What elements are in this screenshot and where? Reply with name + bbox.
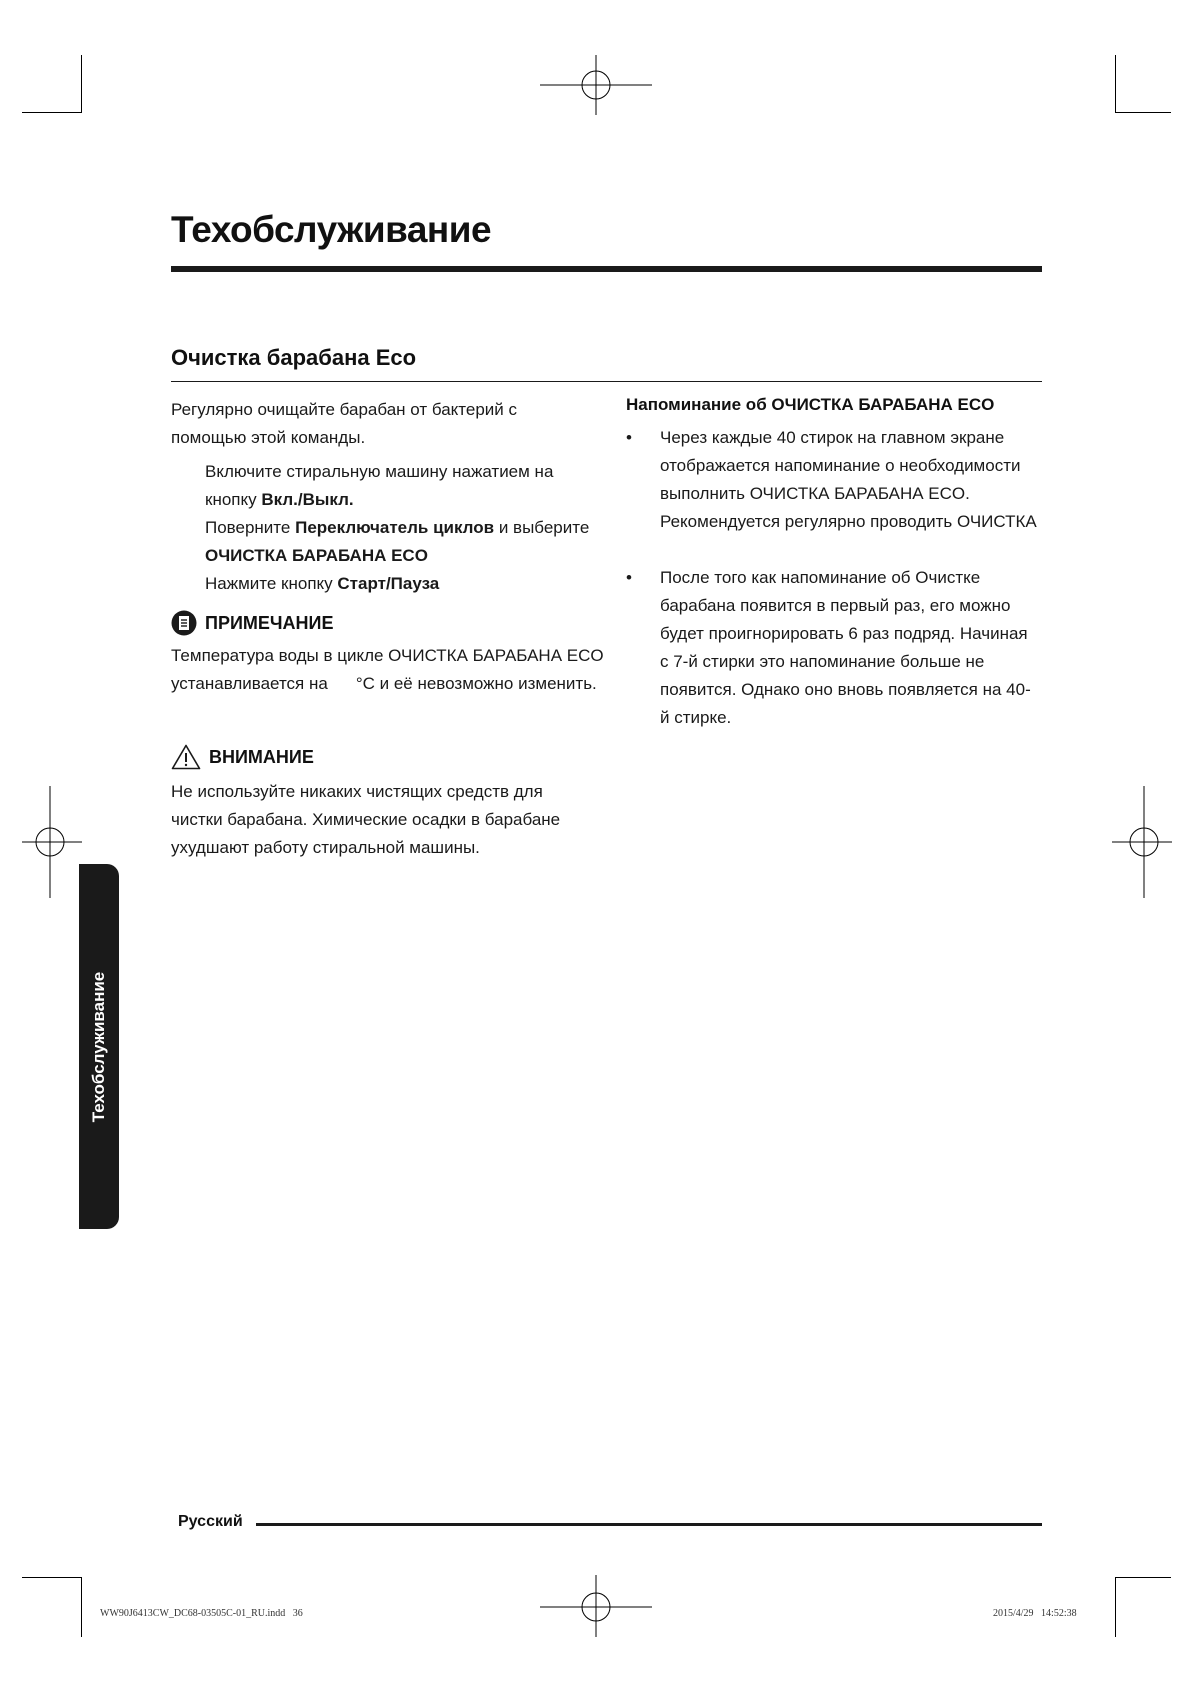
registration-mark-icon	[540, 1575, 652, 1637]
section-title: Очистка барабана Eco	[171, 345, 417, 370]
crop-mark	[22, 112, 81, 113]
crop-mark	[1115, 1577, 1116, 1637]
print-file-info: WW90J6413CW_DC68-03505C-01_RU.indd 36	[100, 1608, 303, 1619]
side-tab-label: Техобслуживание	[89, 971, 108, 1122]
note-icon	[171, 610, 197, 636]
reminder-title: Напоминание об ОЧИСТКА БАРАБАНА ECO	[626, 395, 995, 414]
registration-mark-icon	[22, 786, 82, 898]
warning-triangle-icon	[171, 744, 201, 770]
registration-mark-icon	[1112, 786, 1172, 898]
reminder-bullet-2: • После того как напоминание об Очистке барабана появится в первый раз, его можно будет проигнорировать 6 раз подряд. Начиная с 7-й стирки это напоминание больше не появится. Однако оно вновь появляется на 40-й стирке.	[626, 568, 1031, 727]
note-block	[171, 610, 604, 698]
title-divider	[171, 266, 1042, 272]
note-text: Температура воды в цикле ОЧИСТКА БАРАБАНА ECO устанавливается на °С и её невозможно изменить.	[171, 646, 604, 693]
step-1: Включите стиральную машину нажатием на кнопку Вкл./Выкл.	[205, 462, 554, 509]
crop-mark	[22, 1577, 81, 1578]
crop-mark	[81, 1577, 82, 1637]
step-3: Нажмите кнопку Старт/Пауза	[205, 574, 440, 593]
note-label: ПРИМЕЧАНИЕ	[205, 612, 334, 633]
crop-mark	[1116, 1577, 1171, 1578]
caution-block	[171, 744, 601, 862]
side-section-tab	[79, 864, 119, 1229]
caution-label: ВНИМАНИЕ	[209, 746, 314, 767]
crop-mark	[81, 55, 82, 113]
crop-mark	[1116, 112, 1171, 113]
crop-mark	[1115, 55, 1116, 113]
footer-language: Русский	[178, 1513, 243, 1530]
intro-text: Регулярно очищайте барабан от бактерий с помощью этой команды.	[171, 400, 518, 447]
caution-text: Не используйте никаких чистящих средств для чистки барабана. Химические осадки в барабане ухудшают работу стиральной машины.	[171, 782, 561, 857]
note-header	[171, 610, 601, 636]
reminder-bullet-1: • Через каждые 40 стирок на главном экране отображается напоминание о необходимости выполнить ОЧИСТКА БАРАБАНА ECO. Рекомендуется регулярно проводить ОЧИСТКА	[626, 428, 1037, 531]
registration-mark-icon	[540, 55, 652, 115]
print-timestamp: 2015/4/29 14:52:38	[993, 1608, 1077, 1619]
section-divider	[171, 381, 1042, 382]
step-2: Поверните Переключатель циклов и выберите ОЧИСТКА БАРАБАНА ECO	[205, 518, 590, 565]
page-title: Техобслуживание	[171, 209, 492, 250]
footer-divider	[256, 1523, 1042, 1526]
caution-header	[171, 744, 601, 770]
reminder-block	[626, 392, 1046, 732]
steps-list	[205, 458, 605, 598]
